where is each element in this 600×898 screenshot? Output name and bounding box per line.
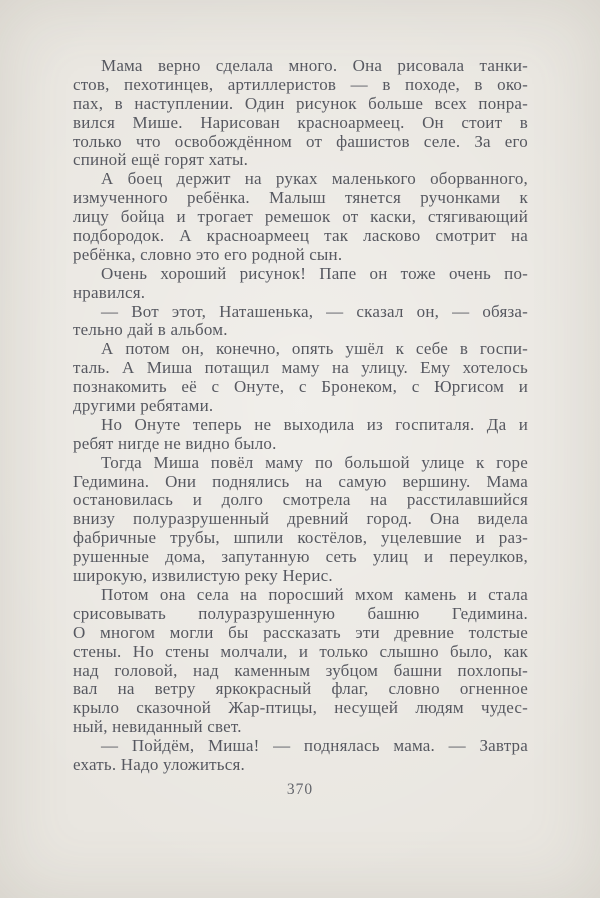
- text-line: ехать. Надо уложиться.: [73, 754, 245, 774]
- text-line: — Пойдём, Миша! — поднялась мама. — Завтра: [101, 736, 528, 756]
- text-line: А боец держит на руках маленького оборванного,: [101, 169, 528, 189]
- text-line: ребят нигде не видно было.: [73, 433, 277, 453]
- text-line: таль. А Миша потащил маму на улицу. Ему хотелось: [73, 358, 528, 378]
- text-line: нравился.: [73, 282, 146, 302]
- paragraph: [73, 170, 528, 264]
- text-line: фабричные трубы, шпили костёлов, уцелевшие и раз-: [73, 528, 528, 548]
- text-line: Очень хороший рисунок! Папе он тоже очень по-: [101, 263, 528, 283]
- paragraph: [73, 737, 528, 775]
- text-line: познакомить её с Онуте, с Бронеком, с Юргисом и: [73, 377, 528, 397]
- text-line: вился Мише. Нарисован красноармеец. Он стоит в: [73, 112, 528, 132]
- text-line: широкую, извилистую реку Нерис.: [73, 566, 333, 586]
- paragraph: [73, 454, 528, 586]
- text-line: Мама верно сделала много. Она рисовала танки-: [101, 56, 528, 75]
- paragraph: [73, 57, 528, 170]
- text-line: крыло сказочной Жар-птицы, несущей людям чудес-: [73, 698, 528, 718]
- text-line: ный, невиданный свет.: [73, 717, 242, 737]
- text-line: над головой, над каменным зубцом башни похлопы-: [73, 660, 528, 680]
- text-line: стов, пехотинцев, артиллеристов — в походе, в око-: [73, 74, 528, 94]
- text-line: — Вот этот, Наташенька, — сказал он, — обяза-: [101, 301, 528, 321]
- text-line: стены. Но стены молчали, и только слышно было, как: [73, 641, 528, 661]
- text-line: срисовывать полуразрушенную башню Гедимина.: [73, 603, 528, 623]
- paragraph: [73, 416, 528, 454]
- text-line: А потом он, конечно, опять ушёл к себе в госпи-: [101, 339, 528, 359]
- text-line: тельно дай в альбом.: [73, 320, 228, 340]
- text-line: О многом могли бы рассказать эти древние толстые: [73, 622, 528, 642]
- text-line: измученного ребёнка. Малыш тянется ручонками к: [73, 188, 528, 208]
- text-line: подбородок. А красноармеец так ласково смотрит на: [73, 226, 528, 246]
- text-line: ребёнка, словно это его родной сын.: [73, 244, 343, 264]
- text-line: вал на ветру яркокрасный флаг, словно огненное: [73, 679, 528, 699]
- text-line: спиной ещё горят хаты.: [73, 150, 249, 170]
- text-line: Но Онуте теперь не выходила из госпиталя. Да и: [101, 414, 528, 434]
- paragraph: [73, 303, 528, 341]
- text-line: лицу бойца и трогает ремешок от каски, стягивающий: [73, 207, 528, 227]
- text-line: Гедимина. Они поднялись на самую вершину. Мама: [73, 471, 528, 491]
- text-line: внизу полуразрушенный древний город. Она видела: [73, 509, 528, 529]
- paragraph: [73, 340, 528, 416]
- text-line: рушенные дома, запутанную сеть улиц и переулков,: [73, 547, 528, 567]
- text-line: Тогда Миша повёл маму по большой улице к горе: [101, 452, 528, 472]
- text-line: только что освобождённом от фашистов селе. За его: [73, 131, 528, 151]
- text-line: остановилась и долго смотрела на расстилавшийся: [73, 490, 528, 510]
- page-number: 370: [286, 781, 314, 798]
- paragraph: [73, 265, 528, 303]
- page-text-block: [73, 57, 528, 775]
- text-line: Потом она села на поросший мхом камень и стала: [101, 584, 528, 604]
- text-line: пах, в наступлении. Один рисунок больше всех понра-: [73, 93, 528, 113]
- paragraph: [73, 586, 528, 737]
- text-line: другими ребятами.: [73, 396, 214, 416]
